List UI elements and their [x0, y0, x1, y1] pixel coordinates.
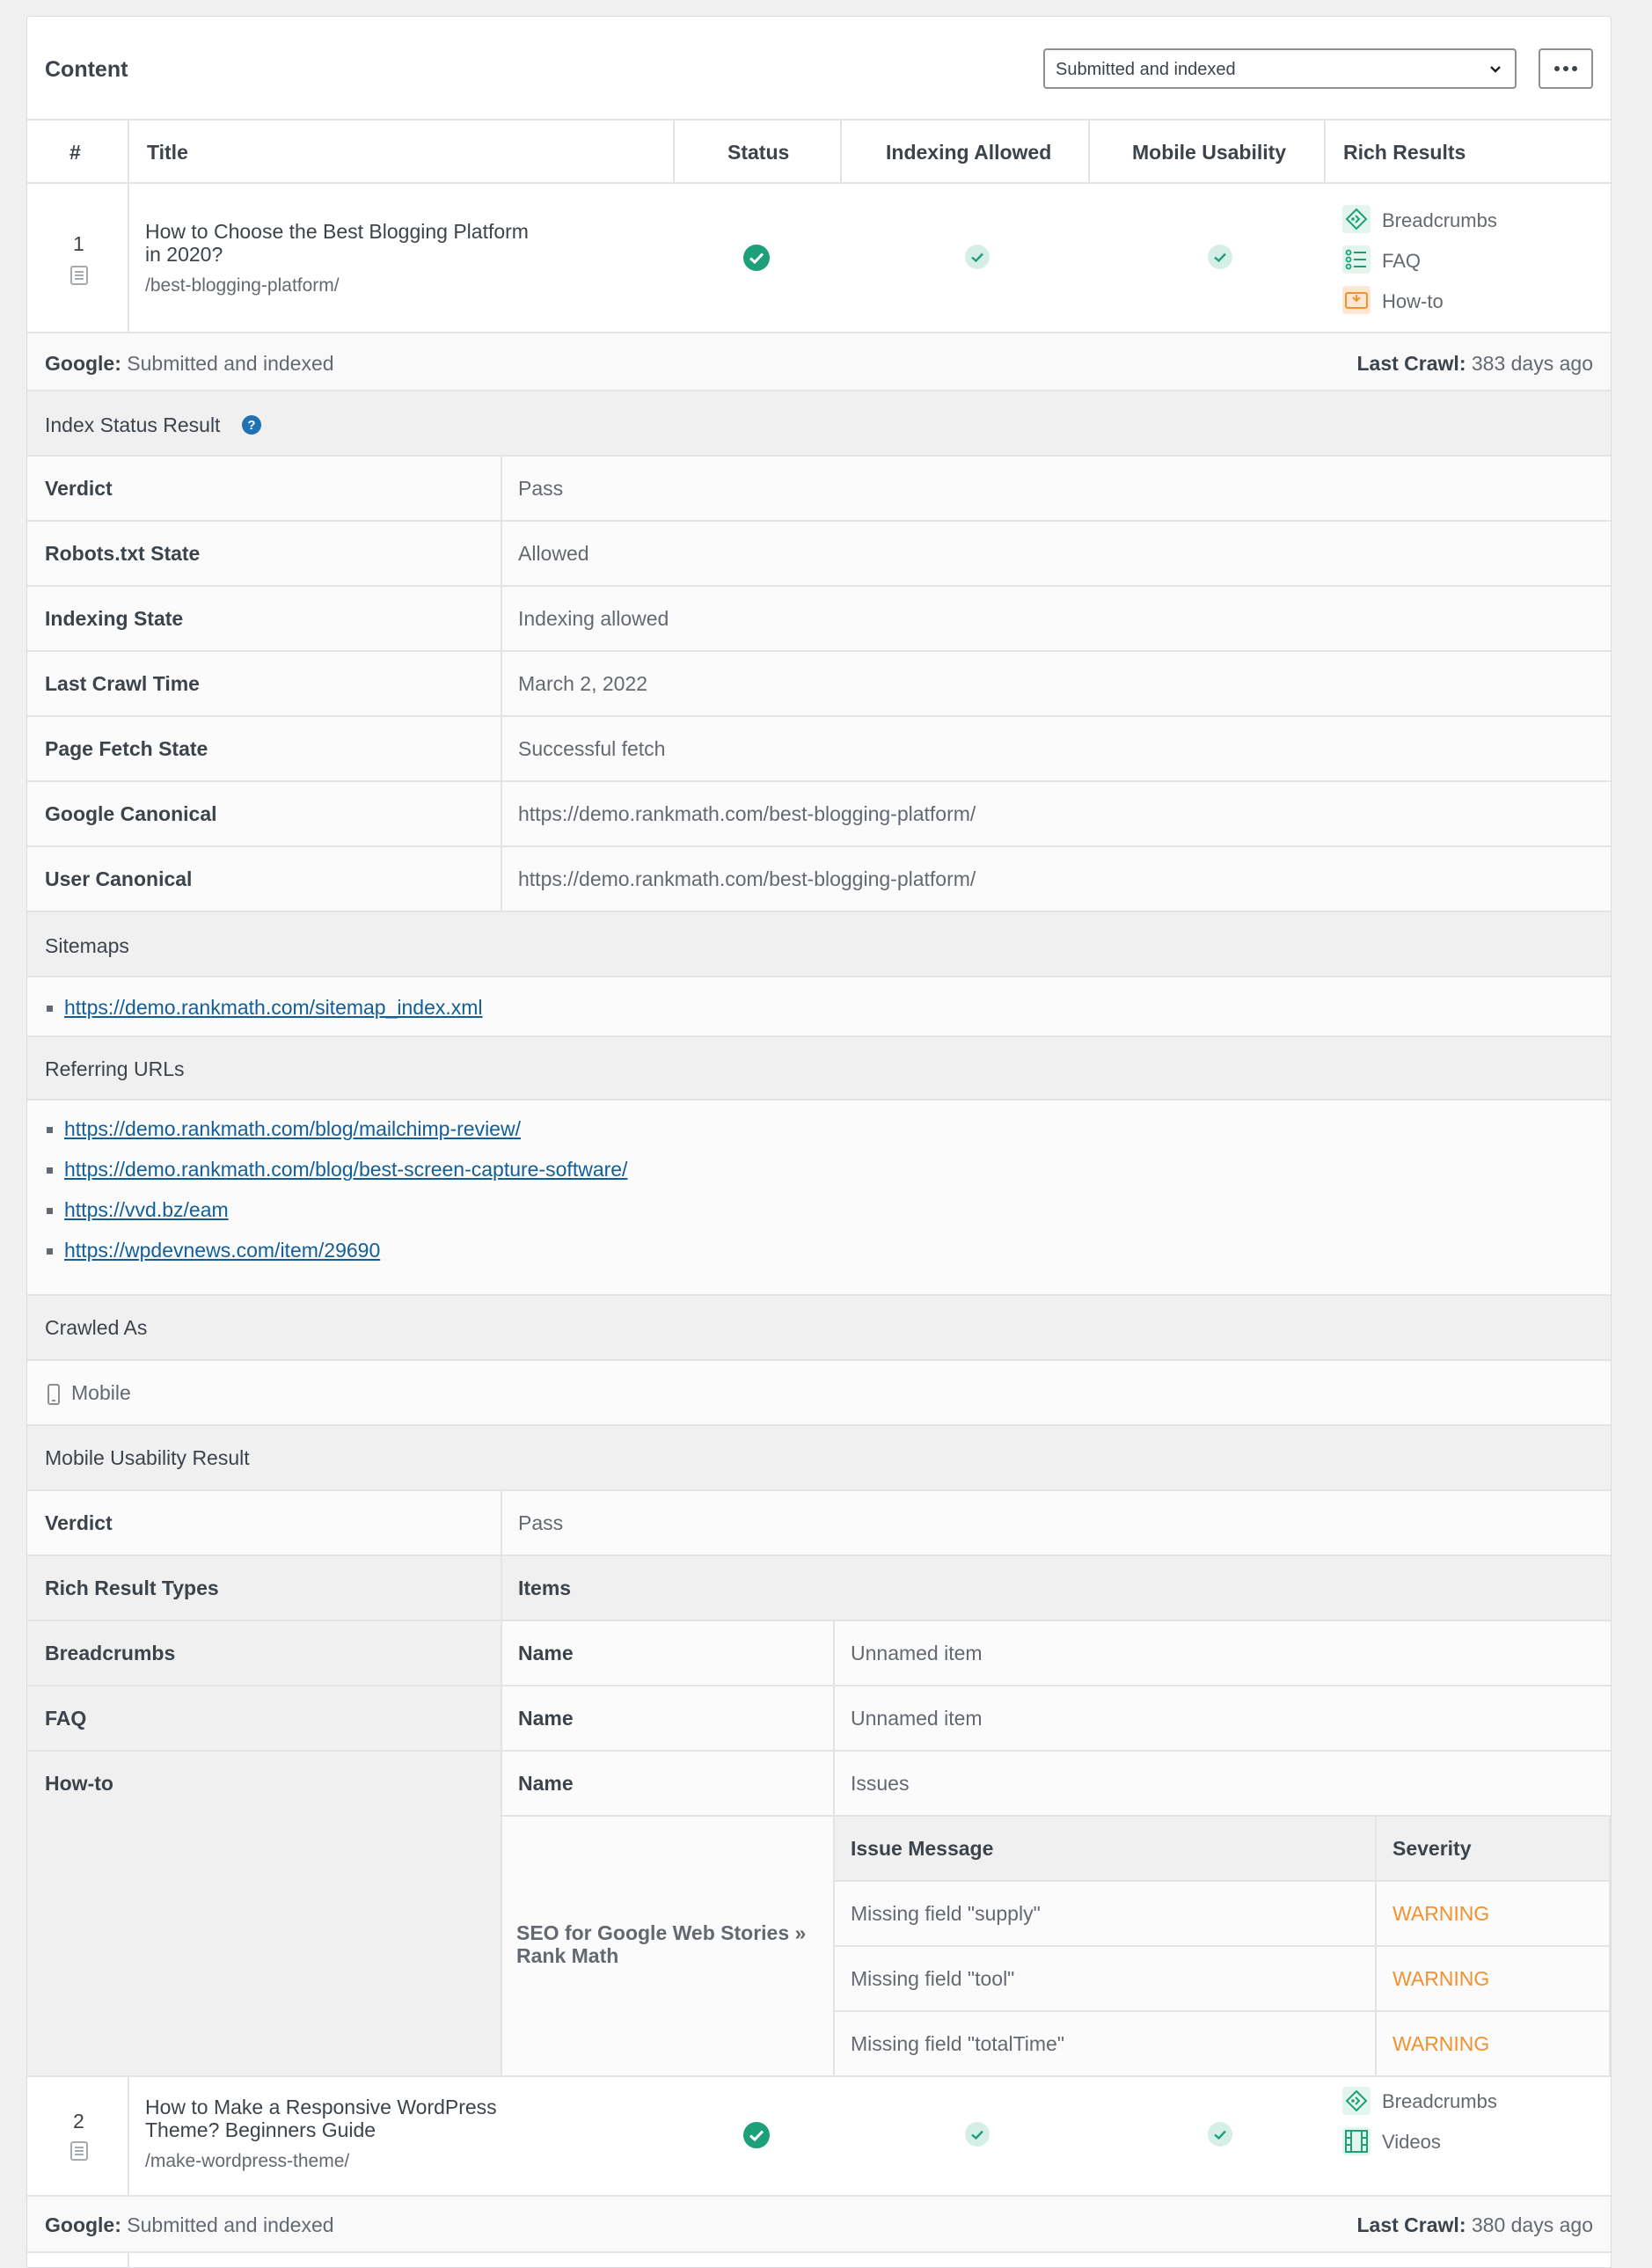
issue-severity: WARNING — [1393, 1967, 1490, 1990]
status-check-icon — [742, 244, 771, 272]
referring-url-link[interactable]: https://vvd.bz/eam — [64, 1198, 229, 1221]
post-slug: /best-blogging-platform/ — [145, 275, 340, 296]
col-header-title[interactable]: Title — [147, 141, 188, 164]
issue-message: Missing field "tool" — [851, 1967, 1015, 1990]
issue-severity: WARNING — [1393, 1902, 1490, 1925]
col-header-number: # — [69, 141, 81, 164]
panel-title: Content — [45, 57, 128, 82]
rich-type-name-label: Name — [518, 1707, 574, 1730]
mobile-verdict-label: Verdict — [45, 1511, 113, 1534]
faq-icon — [1341, 245, 1371, 274]
howto-item-name-line1: SEO for Google Web Stories » — [516, 1921, 807, 1944]
referring-url-link[interactable]: https://demo.rankmath.com/blog/mailchimp-review/ — [64, 1117, 521, 1140]
index-row-value: Indexing allowed — [518, 607, 669, 630]
rich-type-name-label: Name — [518, 1772, 574, 1795]
col-header-mobile-usability[interactable]: Mobile Usability — [1132, 141, 1287, 164]
referring-url-link[interactable]: https://wpdevnews.com/item/29690 — [64, 1239, 381, 1262]
sitemap-link[interactable]: https://demo.rankmath.com/sitemap_index.xml — [64, 996, 483, 1019]
index-row-label: Page Fetch State — [45, 737, 208, 760]
post-icon — [69, 2140, 89, 2162]
more-options-button[interactable] — [1539, 48, 1593, 89]
google-status: Google: Submitted and indexed — [45, 352, 334, 375]
rich-type-label: FAQ — [45, 1707, 87, 1730]
index-row-label: Robots.txt State — [45, 542, 201, 565]
rich-result-label: Breadcrumbs — [1382, 2090, 1497, 2112]
referring-url-link[interactable]: https://demo.rankmath.com/blog/best-screen-capture-software/ — [64, 1158, 628, 1181]
status-filter-select[interactable] — [1043, 48, 1517, 89]
rich-type-label: Breadcrumbs — [45, 1642, 176, 1664]
mobile-verdict-value: Pass — [518, 1511, 564, 1534]
mobile-usability-check-icon — [1207, 244, 1233, 270]
mobile-usability-heading: Mobile Usability Result — [45, 1446, 250, 1469]
rich-result-label: Breadcrumbs — [1382, 209, 1497, 231]
videos-icon — [1341, 2126, 1371, 2156]
mobile-usability-check-icon — [1207, 2121, 1233, 2147]
chevron-down-icon — [1487, 59, 1504, 80]
breadcrumbs-icon — [1341, 2086, 1371, 2116]
rich-type-value: Unnamed item — [851, 1707, 983, 1730]
post-icon — [69, 265, 89, 286]
col-header-rich-results: Rich Results — [1343, 141, 1466, 164]
crawled-as-value: Mobile — [71, 1381, 131, 1404]
col-header-status[interactable]: Status — [727, 141, 790, 164]
post-slug: /make-wordpress-theme/ — [145, 2151, 350, 2171]
issues-header-message: Issue Message — [851, 1837, 994, 1860]
post-title-line1[interactable]: How to Choose the Best Blogging Platform — [145, 220, 529, 243]
rich-types-label: Rich Result Types — [45, 1577, 219, 1599]
rich-type-name-label: Name — [518, 1642, 574, 1664]
sitemaps-heading: Sitemaps — [45, 934, 129, 957]
content-panel — [26, 16, 1612, 2268]
issue-message: Missing field "supply" — [851, 1902, 1041, 1925]
rich-result-label: FAQ — [1382, 250, 1422, 272]
rich-type-label: How-to — [45, 1772, 113, 1795]
index-row-value: Allowed — [518, 542, 589, 565]
status-check-icon — [742, 2121, 771, 2149]
index-row-value: Successful fetch — [518, 737, 666, 760]
row-number: 1 — [73, 232, 84, 255]
index-status-heading: Index Status Result — [45, 413, 221, 436]
index-row-label: Google Canonical — [45, 802, 217, 825]
index-row-value: Pass — [518, 477, 564, 500]
howto-icon — [1341, 285, 1371, 315]
crawled-as-heading: Crawled As — [45, 1316, 148, 1339]
last-crawl: Last Crawl: 380 days ago — [1356, 2213, 1593, 2236]
post-title-line2[interactable]: Theme? Beginners Guide — [145, 2118, 376, 2141]
more-icon — [1540, 50, 1591, 87]
issue-message: Missing field "totalTime" — [851, 2032, 1064, 2055]
index-row-label: Last Crawl Time — [45, 672, 200, 695]
index-row-value: https://demo.rankmath.com/best-blogging-platform/ — [518, 867, 976, 890]
post-title-line2[interactable]: in 2020? — [145, 243, 223, 266]
google-status: Google: Submitted and indexed — [45, 2213, 334, 2236]
rich-type-value: Unnamed item — [851, 1642, 983, 1664]
indexing-allowed-check-icon — [964, 2121, 990, 2147]
row-number: 2 — [73, 2110, 84, 2133]
issue-severity: WARNING — [1393, 2032, 1490, 2055]
col-header-indexing-allowed[interactable]: Indexing Allowed — [886, 141, 1052, 164]
indexing-allowed-check-icon — [964, 244, 990, 270]
mobile-icon — [47, 1383, 61, 1406]
svg-text:?: ? — [247, 418, 256, 433]
breadcrumbs-icon — [1341, 204, 1371, 234]
last-crawl: Last Crawl: 383 days ago — [1356, 352, 1593, 375]
index-row-value: March 2, 2022 — [518, 672, 648, 695]
items-label: Items — [518, 1577, 572, 1599]
index-row-label: User Canonical — [45, 867, 193, 890]
rich-type-value: Issues — [851, 1772, 910, 1795]
help-icon[interactable] — [241, 414, 262, 435]
status-filter-value: Submitted and indexed — [1056, 60, 1236, 79]
index-row-value: https://demo.rankmath.com/best-blogging-platform/ — [518, 802, 976, 825]
post-title-line1[interactable]: How to Make a Responsive WordPress — [145, 2096, 497, 2118]
rich-result-label: Videos — [1382, 2131, 1441, 2153]
howto-item-name-line2: Rank Math — [516, 1944, 619, 1967]
referring-urls-heading: Referring URLs — [45, 1057, 185, 1080]
rich-result-label: How-to — [1382, 290, 1444, 312]
issues-header-severity: Severity — [1393, 1837, 1472, 1860]
index-row-label: Indexing State — [45, 607, 184, 630]
index-row-label: Verdict — [45, 477, 113, 500]
